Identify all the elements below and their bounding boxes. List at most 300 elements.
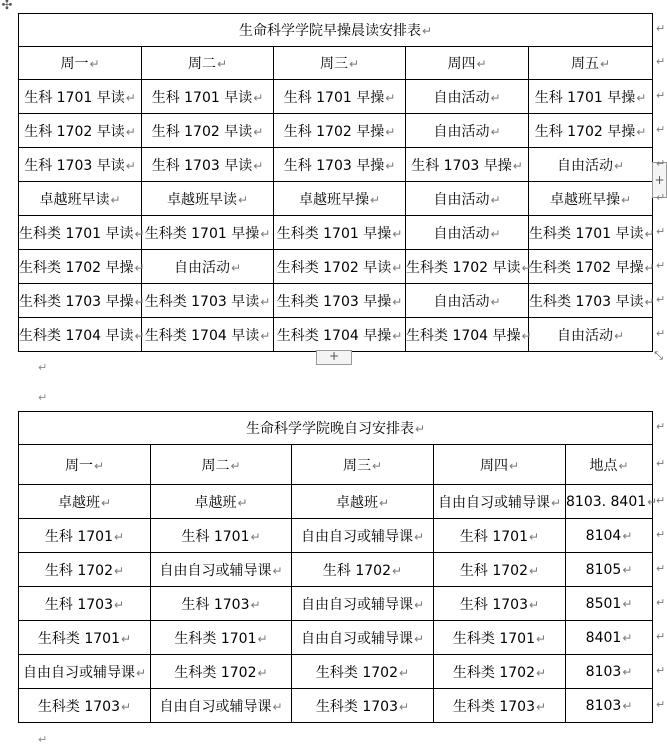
- table-cell[interactable]: [274, 148, 406, 182]
- row-end-mark: ↵: [656, 224, 666, 238]
- cell-end-mark: ↵: [237, 495, 248, 510]
- cell-end-mark: ↵: [272, 563, 283, 578]
- table-cell[interactable]: [19, 148, 142, 182]
- cell-end-mark: ↵: [622, 528, 633, 543]
- row-end-mark: ↵: [656, 456, 666, 470]
- cell-end-mark: ↵: [647, 494, 658, 509]
- cell-end-mark: ↵: [490, 192, 501, 207]
- table-cell-text: 生科类 1702 早读: [406, 259, 521, 276]
- table-cell[interactable]: [406, 148, 529, 182]
- table-cell[interactable]: [19, 689, 151, 723]
- row-end-mark: ↵: [656, 22, 666, 35]
- table-cell-text: 卓越班早读: [166, 191, 237, 208]
- header-cell[interactable]: [19, 47, 142, 80]
- table-cell-text: 生科 1703 早读: [24, 157, 125, 174]
- row-end-mark: ↵: [656, 190, 666, 204]
- table-cell[interactable]: [529, 148, 653, 182]
- cell-end-mark: ↵: [392, 260, 403, 275]
- table-cell-text: 自由自习或辅导课: [300, 528, 413, 545]
- header-cell[interactable]: [434, 445, 566, 485]
- cell-end-mark: ↵: [110, 192, 121, 207]
- cell-end-mark: ↵: [378, 495, 390, 510]
- table-cell-text: 生科类 1701 早操: [144, 225, 260, 242]
- row-end-mark: ↵: [656, 697, 666, 711]
- table-row: [19, 689, 653, 723]
- cell-end-mark: ↵: [644, 226, 655, 241]
- table-cell-text: 生科类 1704 早读: [144, 327, 260, 344]
- table-cell-text: 生科 1701: [459, 528, 529, 545]
- cell-end-mark: ↵: [250, 597, 261, 612]
- table-cell-text: 生科类 1702: [315, 664, 399, 681]
- table-cell-text: 生科类 1703: [315, 698, 399, 715]
- table-row: [19, 182, 653, 216]
- table-row: [19, 519, 653, 553]
- table-cell[interactable]: [529, 182, 653, 216]
- table-cell-text: 生科类 1703 早读: [144, 293, 260, 310]
- table-cell-text: 自由自习或辅导课: [159, 698, 272, 715]
- table-cell[interactable]: [434, 587, 566, 621]
- table-cell[interactable]: [566, 587, 653, 621]
- cell-end-mark: ↵: [272, 699, 283, 714]
- header-cell-text: 周一: [64, 457, 93, 474]
- row-end-mark: ↵: [656, 561, 666, 575]
- table-row: [19, 148, 653, 182]
- table-row: [19, 284, 653, 318]
- cell-end-mark: ↵: [620, 192, 632, 207]
- cell-end-mark: ↵: [490, 226, 501, 241]
- cell-end-mark: ↵: [230, 260, 242, 275]
- table-cell-text: 生科 1702: [322, 562, 392, 579]
- table-cell[interactable]: [529, 114, 653, 148]
- cell-end-mark: ↵: [257, 631, 268, 646]
- table-row: [19, 587, 653, 621]
- paragraph-mark: ↵: [38, 391, 48, 404]
- table-cell-text: 自由活动: [433, 225, 490, 242]
- table-cell[interactable]: [151, 485, 292, 519]
- table-cell-text: 自由活动: [556, 327, 613, 344]
- cell-end-mark: ↵: [257, 665, 268, 680]
- add-column-button[interactable]: +: [652, 162, 667, 198]
- header-cell[interactable]: [529, 47, 653, 80]
- table-cell[interactable]: [434, 553, 566, 587]
- table-cell[interactable]: [406, 216, 529, 250]
- table-cell[interactable]: [19, 250, 145, 284]
- row-end-mark: ↵: [656, 55, 666, 68]
- table-cell-text: 8401: [585, 629, 622, 646]
- table-cell[interactable]: [529, 216, 653, 250]
- cell-end-mark: ↵: [644, 294, 655, 309]
- cell-end-mark: ↵: [550, 495, 562, 510]
- table-cell[interactable]: [566, 689, 653, 723]
- table-cell-text: 生科类 1704 早读: [19, 327, 134, 344]
- table-cell-text: 自由自习或辅导课: [22, 664, 135, 681]
- table-cell[interactable]: [274, 114, 406, 148]
- table-cell-text: 生科类 1703: [452, 698, 536, 715]
- header-cell[interactable]: [566, 445, 653, 485]
- table-cell[interactable]: [142, 284, 274, 318]
- table-cell[interactable]: [292, 553, 434, 587]
- row-end-mark: ↵: [656, 595, 666, 609]
- table-cell[interactable]: [19, 587, 151, 621]
- row-end-mark: ↵: [656, 122, 666, 136]
- cell-end-mark: ↵: [89, 57, 100, 71]
- table-cell-text: 生科类 1701 早读: [529, 225, 644, 242]
- table-cell-text: 生科 1703: [459, 596, 529, 613]
- table-cell[interactable]: [142, 250, 274, 284]
- table-title[interactable]: [19, 14, 653, 47]
- table-cell[interactable]: [406, 80, 529, 114]
- table-cell-text: 生科类 1701: [174, 630, 257, 647]
- table-cell-text: 生科类 1703 早操: [276, 293, 392, 310]
- header-cell-text: 周三: [319, 56, 348, 72]
- table-cell[interactable]: [566, 655, 653, 689]
- table-cell-text: 生科类 1701: [452, 630, 536, 647]
- cell-end-mark: ↵: [392, 563, 403, 578]
- cell-end-mark: ↵: [100, 495, 112, 510]
- table-cell[interactable]: [19, 655, 151, 689]
- table-cell[interactable]: [151, 655, 292, 689]
- table-cell[interactable]: [406, 182, 529, 216]
- table-cell[interactable]: [434, 485, 566, 519]
- cell-end-mark: ↵: [622, 562, 633, 577]
- header-cell[interactable]: [292, 445, 434, 485]
- header-cell[interactable]: [274, 47, 406, 80]
- table-cell-text: 自由活动: [433, 293, 490, 310]
- table-cell-text: 自由活动: [173, 259, 230, 276]
- table-cell-text: 生科类 1702: [452, 664, 536, 681]
- table-cell[interactable]: [529, 250, 653, 284]
- table-cell[interactable]: [406, 114, 529, 148]
- cell-end-mark: ↵: [413, 597, 425, 612]
- cell-end-mark: ↵: [134, 226, 145, 241]
- row-end-mark: ↵: [656, 629, 666, 643]
- table-cell[interactable]: [529, 80, 653, 114]
- row-end-mark: ↵: [656, 493, 666, 507]
- cell-end-mark: ↵: [490, 294, 501, 309]
- table-cell-text: 卓越班: [194, 494, 237, 511]
- table-cell[interactable]: [292, 485, 434, 519]
- table-cell[interactable]: [151, 587, 292, 621]
- table-cell-text: 生科 1701 早读: [24, 89, 125, 106]
- table-cell-text: 生科 1702: [459, 562, 529, 579]
- table-cell[interactable]: [142, 318, 274, 352]
- cell-end-mark: ↵: [385, 158, 396, 173]
- table-cell[interactable]: [292, 621, 434, 655]
- table-row: [19, 250, 653, 284]
- table-row: [19, 216, 653, 250]
- row-end-mark: ↵: [656, 326, 666, 340]
- table-cell[interactable]: [19, 284, 145, 318]
- row-end-mark: ↵: [656, 420, 666, 433]
- cell-end-mark: ↵: [114, 597, 125, 612]
- cell-end-mark: ↵: [134, 260, 145, 275]
- table-cell-text: 生科类 1701 早读: [19, 225, 134, 242]
- table-cell[interactable]: [274, 80, 406, 114]
- cell-end-mark: ↵: [237, 192, 249, 207]
- table-cell-text: 生科类 1701 早操: [276, 225, 392, 242]
- table-cell-text: 生科 1703 早读: [151, 157, 253, 174]
- header-cell-text: 周二: [201, 457, 230, 474]
- cell-end-mark: ↵: [125, 124, 136, 139]
- table-cell-text: 生科类 1703: [37, 698, 121, 715]
- cell-end-mark: ↵: [536, 699, 547, 714]
- header-cell[interactable]: [19, 445, 151, 485]
- table-cell-text: 卓越班早操: [298, 191, 369, 208]
- table-cell[interactable]: [406, 284, 529, 318]
- cell-end-mark: ↵: [413, 529, 425, 544]
- table-cell-text: 生科 1701 早操: [534, 89, 636, 106]
- table-cell[interactable]: [434, 689, 566, 723]
- table-cell[interactable]: [274, 284, 406, 318]
- table-cell[interactable]: [142, 114, 274, 148]
- cell-end-mark: ↵: [348, 57, 360, 71]
- paragraph-mark: ↵: [38, 733, 48, 746]
- cell-end-mark: ↵: [399, 699, 410, 714]
- table-row: [19, 485, 653, 519]
- cell-end-mark: ↵: [622, 630, 633, 645]
- paragraph-mark: ↵: [38, 361, 48, 374]
- cell-end-mark: ↵: [135, 665, 147, 680]
- table-cell-text: 自由活动: [556, 157, 613, 174]
- cell-end-mark: ↵: [529, 563, 540, 578]
- table-cell-text: 生科 1701: [44, 528, 114, 545]
- table-cell-text: 8105: [585, 561, 622, 578]
- cell-end-mark: ↵: [93, 458, 105, 473]
- table-row: [19, 621, 653, 655]
- cell-end-mark: ↵: [512, 158, 523, 173]
- cell-end-mark: ↵: [230, 458, 241, 473]
- table-cell-text: 自由自习或辅导课: [300, 596, 413, 613]
- table-cell-text: 生科类 1702: [174, 664, 257, 681]
- table-cell-text: 生科 1703: [44, 596, 114, 613]
- cell-end-mark: ↵: [260, 226, 271, 241]
- table-cell[interactable]: [142, 216, 274, 250]
- cell-end-mark: ↵: [521, 328, 532, 343]
- table-cell-text: 8103: [585, 663, 622, 680]
- table-title-text: 生命科学学院晚自习安排表: [246, 421, 414, 437]
- cell-end-mark: ↵: [253, 90, 264, 105]
- table-cell[interactable]: [434, 519, 566, 553]
- cell-end-mark: ↵: [253, 124, 264, 139]
- table-cell[interactable]: [529, 318, 653, 352]
- row-end-mark: ↵: [656, 156, 666, 170]
- header-cell[interactable]: [151, 445, 292, 485]
- table-row: [19, 80, 653, 114]
- table-cell[interactable]: [434, 621, 566, 655]
- table-cell[interactable]: [19, 519, 151, 553]
- title-row: [19, 412, 653, 445]
- cell-end-mark: ↵: [392, 328, 403, 343]
- cell-end-mark: ↵: [216, 57, 228, 71]
- table-cell-text: 卓越班: [335, 494, 378, 511]
- header-cell-text: 周一: [60, 56, 89, 72]
- table-cell-text: 生科类 1702 早操: [529, 259, 644, 276]
- table-cell[interactable]: [142, 182, 274, 216]
- cell-end-mark: ↵: [253, 158, 264, 173]
- table-cell[interactable]: [19, 182, 142, 216]
- table-cell[interactable]: [19, 318, 145, 352]
- cell-end-mark: ↵: [636, 124, 647, 139]
- table-cell-text: 生科 1702 早操: [534, 123, 636, 140]
- cell-end-mark: ↵: [385, 124, 396, 139]
- cell-end-mark: ↵: [121, 631, 132, 646]
- cell-end-mark: ↵: [618, 458, 629, 473]
- table-cell-text: 生科 1701 早读: [151, 89, 253, 106]
- row-end-mark: ↵: [656, 88, 666, 102]
- add-row-button[interactable]: +: [316, 350, 352, 365]
- morning-schedule-table: [18, 13, 653, 352]
- cell-end-mark: ↵: [490, 124, 501, 139]
- table-cell-text: 生科类 1702 早操: [19, 259, 134, 276]
- table-cell[interactable]: [19, 553, 151, 587]
- table-cell-text: 生科类 1703 早读: [529, 293, 644, 310]
- table-cell[interactable]: [19, 80, 142, 114]
- header-cell-text: 周四: [447, 56, 476, 72]
- cell-end-mark: ↵: [644, 260, 655, 275]
- header-cell-text: 周五: [570, 56, 599, 72]
- table-cell[interactable]: [19, 114, 142, 148]
- table-move-handle[interactable]: ✣: [1, 0, 13, 13]
- table-cell[interactable]: [151, 621, 292, 655]
- cell-end-mark: ↵: [536, 665, 547, 680]
- row-end-mark: ↵: [656, 258, 666, 272]
- cell-end-mark: ↵: [636, 90, 647, 105]
- table-cell[interactable]: [292, 519, 434, 553]
- table-cell-text: 生科 1703 早操: [283, 157, 385, 174]
- cell-end-mark: ↵: [490, 90, 501, 105]
- table-cell[interactable]: [566, 553, 653, 587]
- header-cell-text: 周二: [187, 56, 216, 72]
- cell-end-mark: ↵: [260, 294, 271, 309]
- cell-end-mark: ↵: [114, 563, 125, 578]
- header-cell[interactable]: [406, 47, 529, 80]
- cell-end-mark: ↵: [399, 665, 410, 680]
- title-row: [19, 14, 653, 47]
- row-end-mark: ↵: [656, 527, 666, 541]
- table-cell-text: 自由自习或辅导课: [300, 630, 413, 647]
- cell-end-mark: ↵: [125, 158, 136, 173]
- cell-end-mark: ↵: [536, 631, 547, 646]
- cell-end-mark: ↵: [529, 597, 540, 612]
- table-cell-text: 生科类 1704 早操: [406, 327, 521, 344]
- table-cell-text: 生科 1702 早操: [283, 123, 385, 140]
- table-cell-text: 生科类 1701: [37, 630, 121, 647]
- table-cell[interactable]: [274, 250, 406, 284]
- cell-end-mark: ↵: [121, 699, 132, 714]
- table-cell-text: 卓越班: [57, 494, 100, 511]
- table-cell[interactable]: [19, 485, 151, 519]
- table-cell-text: 自由活动: [433, 89, 490, 106]
- table-cell-text: 生科 1701: [181, 528, 250, 545]
- table-cell-text: 8104: [585, 527, 622, 544]
- table-cell-text: 卓越班早读: [39, 191, 110, 208]
- table-cell[interactable]: [19, 621, 151, 655]
- table-cell-text: 生科类 1704 早操: [276, 327, 392, 344]
- table-cell[interactable]: [151, 689, 292, 723]
- cell-end-mark: ↵: [521, 260, 532, 275]
- table-cell-text: 卓越班早操: [549, 191, 620, 208]
- table-cell[interactable]: [292, 689, 434, 723]
- cell-end-mark: ↵: [250, 529, 261, 544]
- cell-end-mark: ↵: [392, 226, 403, 241]
- table-title-text: 生命科学学院早操晨读安排表: [238, 23, 421, 39]
- cell-end-mark: ↵: [134, 294, 145, 309]
- row-end-mark: ↵: [656, 292, 666, 306]
- table-cell[interactable]: [566, 519, 653, 553]
- cell-end-mark: ↵: [508, 458, 520, 473]
- table-cell[interactable]: [142, 148, 274, 182]
- header-row: [19, 47, 653, 80]
- table-title[interactable]: [19, 412, 653, 445]
- cell-end-mark: ↵: [415, 422, 426, 436]
- cell-end-mark: ↵: [385, 90, 396, 105]
- table-cell[interactable]: [566, 621, 653, 655]
- table-cell-text: 8103. 8401: [566, 493, 647, 510]
- cell-end-mark: ↵: [125, 90, 136, 105]
- table-row: [19, 655, 653, 689]
- table-row: [19, 553, 653, 587]
- table-cell[interactable]: [529, 284, 653, 318]
- table-cell-text: 生科 1702 早读: [151, 123, 253, 140]
- table-cell-text: 生科 1703: [181, 596, 250, 613]
- cell-end-mark: ↵: [260, 328, 271, 343]
- cell-end-mark: ↵: [613, 328, 625, 343]
- table-cell-text: 生科 1703 早操: [411, 157, 512, 174]
- table-cell[interactable]: [19, 216, 145, 250]
- table-cell[interactable]: [142, 80, 274, 114]
- table-cell-text: 生科类 1703 早操: [19, 293, 134, 310]
- table-cell[interactable]: [151, 553, 292, 587]
- cell-end-mark: ↵: [599, 57, 611, 71]
- table-cell[interactable]: [292, 587, 434, 621]
- cell-end-mark: ↵: [134, 328, 145, 343]
- header-cell-text: 周四: [479, 457, 508, 474]
- table-cell[interactable]: [274, 182, 406, 216]
- header-cell[interactable]: [142, 47, 274, 80]
- header-cell-text: 周三: [342, 457, 371, 474]
- table-resize-handle[interactable]: ⤡: [654, 349, 663, 362]
- cell-end-mark: ↵: [392, 294, 403, 309]
- table-cell-text: 自由自习或辅导课: [437, 494, 550, 511]
- table-cell-text: 生科类 1702 早读: [276, 259, 392, 276]
- header-cell-text: 地点: [589, 457, 618, 474]
- table-cell-text: 生科 1702 早读: [24, 123, 125, 140]
- table-cell[interactable]: [292, 655, 434, 689]
- table-cell[interactable]: [274, 318, 406, 352]
- table-cell-text: 8501: [585, 595, 622, 612]
- table-cell[interactable]: [151, 519, 292, 553]
- table-cell-text: 生科 1702: [44, 562, 114, 579]
- table-cell[interactable]: [406, 250, 532, 284]
- table-cell[interactable]: [406, 318, 532, 352]
- table-cell[interactable]: [566, 485, 658, 519]
- cell-end-mark: ↵: [613, 158, 625, 173]
- evening-study-table: [18, 411, 658, 723]
- table-cell-text: 自由自习或辅导课: [159, 562, 272, 579]
- cell-end-mark: ↵: [413, 631, 425, 646]
- cell-end-mark: ↵: [622, 664, 633, 679]
- header-row: [19, 445, 653, 485]
- cell-end-mark: ↵: [529, 529, 540, 544]
- cell-end-mark: ↵: [371, 458, 383, 473]
- cell-end-mark: ↵: [369, 192, 381, 207]
- table-cell-text: 生科 1701 早操: [283, 89, 385, 106]
- cell-end-mark: ↵: [622, 698, 633, 713]
- table-cell[interactable]: [434, 655, 566, 689]
- table-cell-text: 8103: [585, 697, 622, 714]
- table-cell[interactable]: [274, 216, 406, 250]
- table-row: [19, 114, 653, 148]
